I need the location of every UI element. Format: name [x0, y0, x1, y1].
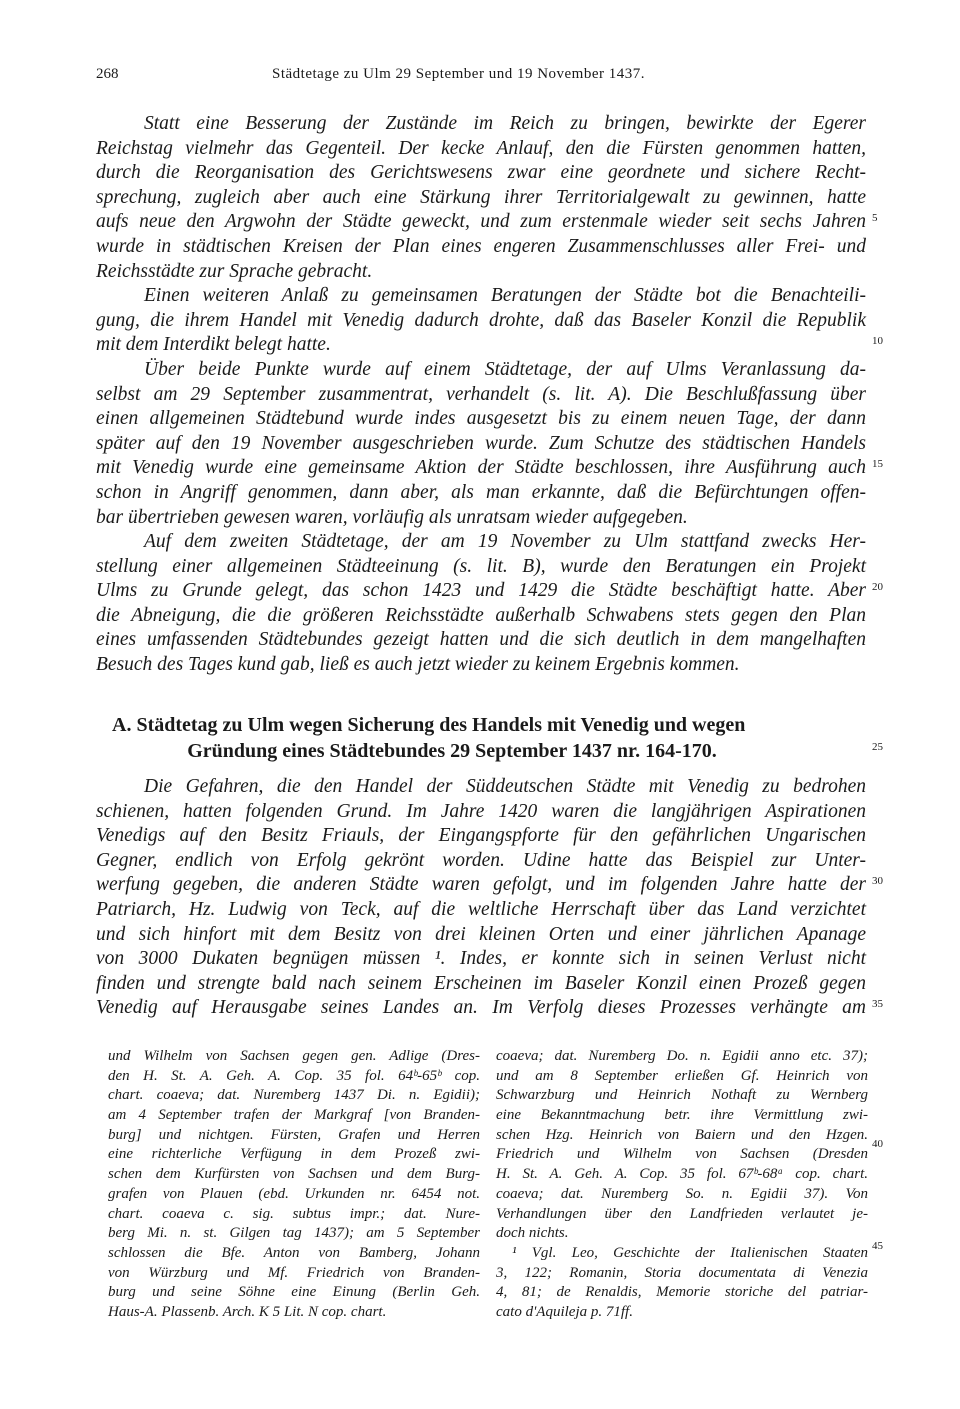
text-line: Venedig auf Herausgabe seines Landes an. Im Verfolg dieses Prozesses verhängte am: [96, 997, 866, 1019]
section-heading: [112, 712, 872, 764]
footnote-line: Verhandlungen über den Landfrieden verlautet je-: [496, 1205, 868, 1222]
intro-paragraph-4: [96, 530, 866, 678]
text-line: werfung gegeben, die anderen Städte waren gefolgt, und im folgenden Jahre hatte der: [96, 874, 866, 896]
text-line: und sich hinfort mit dem Besitz von drei kleinen Orten und einer jährlichen Apanage: [96, 923, 866, 945]
footnote-line: doch nichts.: [496, 1225, 569, 1242]
text-line: aufs neue den Argwohn der Städte geweckt, und zum erstenmale wieder seit sechs Jahren: [96, 211, 866, 233]
footnote-line: am 4 September trafen der Markgraf [von Branden-: [108, 1107, 480, 1124]
footnote-line: ¹ Vgl. Leo, Geschichte der Italienischen Staaten: [512, 1244, 868, 1261]
intro-paragraph-1: [96, 112, 866, 284]
footnote-line: coaeva; dat. Nuremberg Do. n. Egidii anno etc. 37);: [496, 1048, 868, 1064]
line-number: 40: [872, 1138, 883, 1150]
footnote-line: grafen von Plauen (ebd. Urkunden nr. 6454 not.: [108, 1185, 480, 1202]
text-line: Venedigs auf den Besitz Friauls, der Eingangspforte für den gefährlichen Ungarischen: [96, 825, 866, 847]
intro-paragraph-2: [96, 284, 866, 358]
footnote-line: und am 8 September erließen Gf. Heinrich von: [496, 1067, 868, 1084]
text-line: stellung einer allgemeinen Städteeinung (s. lit. B), wurde den Beratungen ein Projekt: [96, 555, 866, 577]
footnote-line: cato d'Aquileja p. 71ff.: [496, 1303, 633, 1320]
text-line: eines umfassenden Städtebundes gezeigt hatten und die sich deutlich in dem mangelhaften: [96, 629, 866, 651]
text-line: Patriarch, Hz. Ludwig von Teck, auf die weltliche Herrschaft über das Land verzichtet: [96, 898, 866, 920]
footnote-line: Schwarzburg und Heinrich Nothaft zu Wernberg: [496, 1087, 868, 1104]
footnote-line: schlossen die Bfe. Anton von Bamberg, Johann: [108, 1244, 480, 1261]
line-number: 10: [872, 335, 883, 347]
line-number: 5: [872, 212, 878, 224]
text-line: finden und strengte bald nach seinem Erscheinen im Baseler Konzil einen Prozeß gegen: [96, 972, 866, 994]
text-line: später auf den 19 November ausgeschrieben wurde. Zum Schutze des städtischen Handels: [96, 432, 866, 454]
text-line: bar übertrieben gewesen waren, vorläufig als unratsam wieder aufgegeben.: [96, 506, 688, 528]
footnotes-left-column: [108, 1047, 480, 1323]
text-line: durch die Reorganisation des Gerichtswesens zwar eine geordnete und sichere Recht-: [96, 162, 866, 184]
text-line: sprechung, zugleich aber auch eine Stärkung ihrer Territorialgewalt zu gewinnen, hatte: [96, 186, 866, 208]
text-line: Die Gefahren, die den Handel der Süddeutschen Städte mit Venedig zu bedrohen: [144, 776, 866, 797]
line-number: 25: [872, 741, 883, 753]
line-number: 35: [872, 998, 883, 1010]
footnote-line: chart. coaeva; dat. Nuremberg 1437 Di. n. Egidii);: [108, 1087, 480, 1104]
footnote-line: 4, 81; de Renaldis, Memorie storiche del patriar-: [496, 1284, 868, 1301]
text-line: Gegner, endlich von Erfolg gekrönt worden. Udine hatte das Beispiel zur Unter-: [96, 849, 866, 871]
footnote-line: den H. St. A. Geh. A. Cop. 35 fol. 64ᵇ-65ᵇ cop.: [108, 1067, 480, 1084]
text-line: wurde in städtischen Kreisen der Plan eines engeren Zusammenschlusses aller Frei- und: [96, 235, 866, 257]
text-line: Besuch des Tages kund gab, ließ es auch jetzt wieder zu keinem Ergebnis kommen.: [96, 653, 740, 675]
section-paragraph: [96, 775, 866, 1021]
text-line: die Abneigung, die die größeren Reichsstädte außerhalb Schwabens stets gegen den Plan: [96, 604, 866, 626]
text-line: Reichstag vielmehr das Gegenteil. Der kecke Anlauf, den die Fürsten genommen hatten,: [96, 137, 866, 159]
footnote-line: H. St. A. Geh. A. Cop. 35 fol. 67ᵇ-68ᵃ cop. chart.: [496, 1166, 868, 1183]
text-line: Ulms zu Grunde gelegt, das schon 1423 und 1429 die Städte beschäftigt hatte. Aber: [96, 580, 866, 602]
page-number: 268: [96, 66, 119, 82]
footnote-line: berg Mi. n. st. Gilgen tag 1437); am 5 September: [108, 1225, 480, 1242]
text-line: Statt eine Besserung der Zustände im Reich zu bringen, bewirkte der Egerer: [144, 113, 866, 134]
running-title: Städtetage zu Ulm 29 September und 19 November 1437.: [272, 66, 646, 82]
footnote-line: coaeva; dat. Nuremberg So. n. Egidii 37). Von: [496, 1185, 868, 1202]
footnote-line: von Würzburg und Mf. Friedrich von Branden-: [108, 1264, 480, 1281]
footnote-line: Friedrich und Wilhelm von Sachsen (Dresden: [496, 1146, 868, 1163]
line-number: 30: [872, 875, 883, 887]
text-line: einen allgemeinen Städtebund wurde indes ausgesetzt bis zu einem neuen Tage, der dann: [96, 408, 866, 430]
line-number: 20: [872, 581, 883, 593]
text-line: von 3000 Dukaten begnügen müssen ¹. Indes, er konnte sich in seinen Verlust nicht: [96, 948, 866, 970]
text-line: Einen weiteren Anlaß zu gemeinsamen Beratungen der Städte bot die Benachteili-: [144, 285, 866, 306]
text-line: Auf dem zweiten Städtetage, der am 19 November zu Ulm stattfand zwecks Her-: [144, 531, 866, 552]
intro-paragraph-3: [96, 358, 866, 530]
text-line: mit dem Interdikt belegt hatte.: [96, 334, 331, 356]
footnote-line: schen dem Kurfürsten von Sachsen und dem Burg-: [108, 1166, 480, 1183]
text-line: Reichsstädte zur Sprache gebracht.: [96, 260, 373, 282]
text-line: gung, die ihrem Handel mit Venedig dadurch drohte, daß das Baseler Konzil die Republik: [96, 309, 866, 331]
footnotes-right-column: [496, 1047, 868, 1323]
footnote-line: und Wilhelm von Sachsen gegen gen. Adlige (Dres-: [108, 1048, 480, 1064]
footnote-line: burg] und nichtgen. Fürsten, Grafen und Herren: [108, 1126, 480, 1143]
footnote-line: 3, 122; Romanin, Storia documentata di Venezia: [496, 1264, 868, 1281]
line-number: 15: [872, 458, 883, 470]
footnote-line: eine richterliche Verfügung in dem Prozeß zwi-: [108, 1146, 480, 1163]
footnote-line: burg und seine Söhne eine Einung (Berlin Geh.: [108, 1284, 480, 1301]
text-line: mit Venedig wurde eine gemeinsame Aktion der Städte beschlossen, ihre Ausführung auch: [96, 457, 866, 479]
line-number: 45: [872, 1240, 883, 1252]
text-line: selbst am 29 September zusammentrat, verhandelt (s. lit. A). Die Beschlußfassung über: [96, 383, 866, 405]
footnote-line: eine Bekanntmachung betr. ihre Vermittlung zwi-: [496, 1107, 868, 1124]
footnote-line: chart. coaeva c. sig. subtus impr.; dat. Nure-: [108, 1205, 480, 1222]
section-heading-line-1: A. Städtetag zu Ulm wegen Sicherung des Handels mit Venedig und wegen: [112, 714, 746, 736]
footnote-line: Haus-A. Plassenb. Arch. K 5 Lit. N cop. chart.: [108, 1303, 387, 1320]
text-line: schienen, hatten folgenden Grund. Im Jahre 1420 waren die langjährigen Aspirationen: [96, 800, 866, 822]
text-line: Über beide Punkte wurde auf einem Städtetage, der auf Ulms Veranlassung da-: [144, 359, 866, 380]
section-heading-line-2: Gründung eines Städtebundes 29 September 1437 nr. 164-170.: [187, 740, 717, 762]
footnote-line: schen Hzg. Heinrich von Baiern und den Hzgen.: [496, 1126, 868, 1143]
text-line: schon in Angriff genommen, dann aber, als man erkannte, daß die Befürchtungen offen-: [96, 481, 866, 503]
